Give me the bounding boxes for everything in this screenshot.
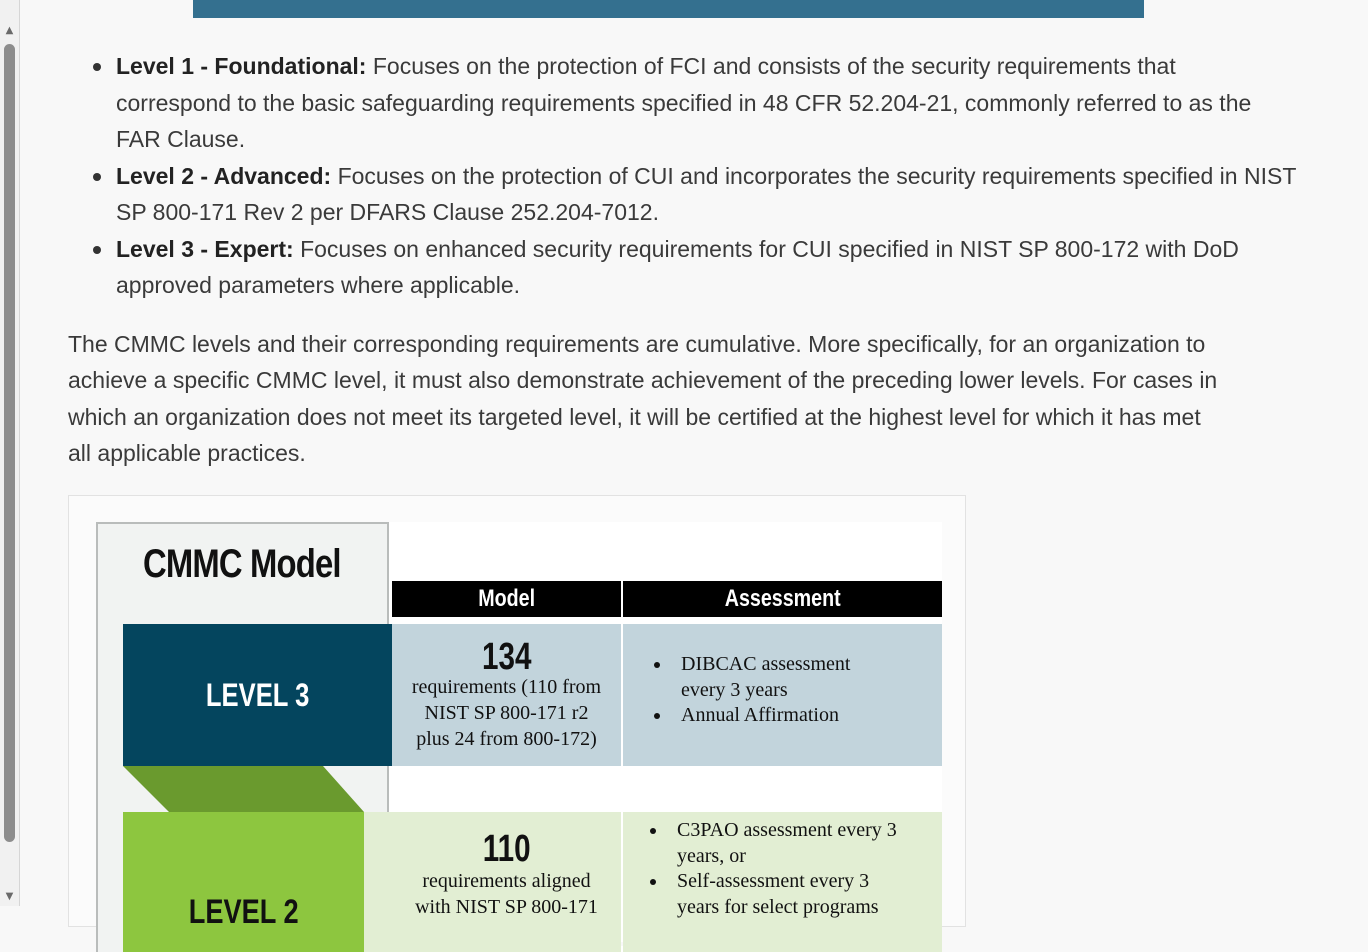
level-2-label-block xyxy=(123,812,364,952)
assessment-item: Self-assessment every 3 years for select programs xyxy=(645,869,907,920)
level-3-name: Level 3 - Expert: xyxy=(116,235,294,262)
paragraph-line: which an organization does not meet its targeted level, it will be certified at the highest level for which it has met xyxy=(68,403,1201,430)
level-1-text-3: FAR Clause. xyxy=(116,126,246,152)
model-header-label: Model xyxy=(478,585,535,612)
cumulative-paragraph xyxy=(68,326,1368,472)
level-2-connector-shape xyxy=(123,766,392,812)
level-3-req-line: NIST SP 800-171 r2 xyxy=(424,702,589,724)
level-3-text-2: approved parameters where applicable. xyxy=(116,272,521,298)
cmmc-model-figure xyxy=(68,495,966,931)
level-2-requirements xyxy=(392,868,621,920)
level-3-count-value: 134 xyxy=(481,636,532,678)
level-3-req-line: plus 24 from 800-172) xyxy=(416,728,597,750)
level-2-model-cell xyxy=(364,812,621,952)
level-2-req-line: requirements aligned xyxy=(422,870,591,892)
cmmc-model-image xyxy=(96,522,942,942)
list-item-level-2 xyxy=(116,158,1368,231)
assessment-item: Annual Affirmation xyxy=(649,703,879,729)
level-2-assessment-cell xyxy=(623,812,942,952)
level-3-assessment-cell xyxy=(623,624,942,766)
level-3-count xyxy=(392,636,621,679)
level-2-assessment-list xyxy=(645,818,907,920)
level-3-assessment-list xyxy=(649,652,879,729)
level-2-text: Focuses on the protection of CUI and incorporates the security requirements specified in NIST xyxy=(337,162,1297,189)
level-1-text: Focuses on the protection of FCI and consists of the security requirements that xyxy=(372,53,1176,79)
list-item-level-1 xyxy=(116,48,1368,158)
top-tab-strip xyxy=(20,0,193,18)
level-1-name: Level 1 - Foundational: xyxy=(116,53,367,79)
cmmc-levels-list xyxy=(68,48,1368,304)
assessment-column-header xyxy=(623,581,942,617)
article-content xyxy=(68,48,1368,472)
top-header-bar xyxy=(193,0,1144,18)
level-3-label-block xyxy=(123,624,392,766)
figure-title: CMMC Model xyxy=(143,542,341,586)
model-column-header xyxy=(392,581,621,617)
level-2-label: LEVEL 2 xyxy=(188,892,299,931)
level-3-requirements xyxy=(392,674,621,752)
level-3-req-line: requirements (110 from xyxy=(411,676,602,698)
assessment-item: C3PAO assessment every 3 years, or xyxy=(645,818,907,869)
paragraph-line: achieve a specific CMMC level, it must also demonstrate achievement of the preceding lower levels. For cases in xyxy=(68,367,1218,393)
level-2-count xyxy=(392,828,621,871)
list-item-level-3 xyxy=(116,231,1368,304)
level-3-label: LEVEL 3 xyxy=(205,676,310,713)
level-2-req-line: with NIST SP 800-171 xyxy=(415,896,598,918)
assessment-header-label: Assessment xyxy=(724,585,841,612)
assessment-item: DIBCAC assessment every 3 years xyxy=(649,652,879,703)
scroll-down-arrow-icon[interactable]: ▼ xyxy=(5,890,14,902)
level-2-count-value: 110 xyxy=(482,828,531,870)
scroll-up-arrow-icon[interactable]: ▲ xyxy=(5,24,14,36)
vertical-scrollbar[interactable] xyxy=(0,0,20,906)
level-3-model-cell xyxy=(392,624,621,766)
scrollbar-thumb[interactable] xyxy=(4,44,15,842)
level-3-text: Focuses on enhanced security requirements for CUI specified in NIST SP 800-172 with DoD xyxy=(300,235,1239,262)
level-2-name: Level 2 - Advanced: xyxy=(116,162,332,189)
paragraph-line: all applicable practices. xyxy=(68,440,306,466)
level-2-text-2: SP 800-171 Rev 2 per DFARS Clause 252.204-7012. xyxy=(116,199,659,225)
level-1-text-2: correspond to the basic safeguarding requirements specified in 48 CFR 52.204-21, commonly referred to as the xyxy=(116,89,1252,116)
paragraph-line: The CMMC levels and their corresponding requirements are cumulative. More specifically, for an organization to xyxy=(68,330,1206,357)
